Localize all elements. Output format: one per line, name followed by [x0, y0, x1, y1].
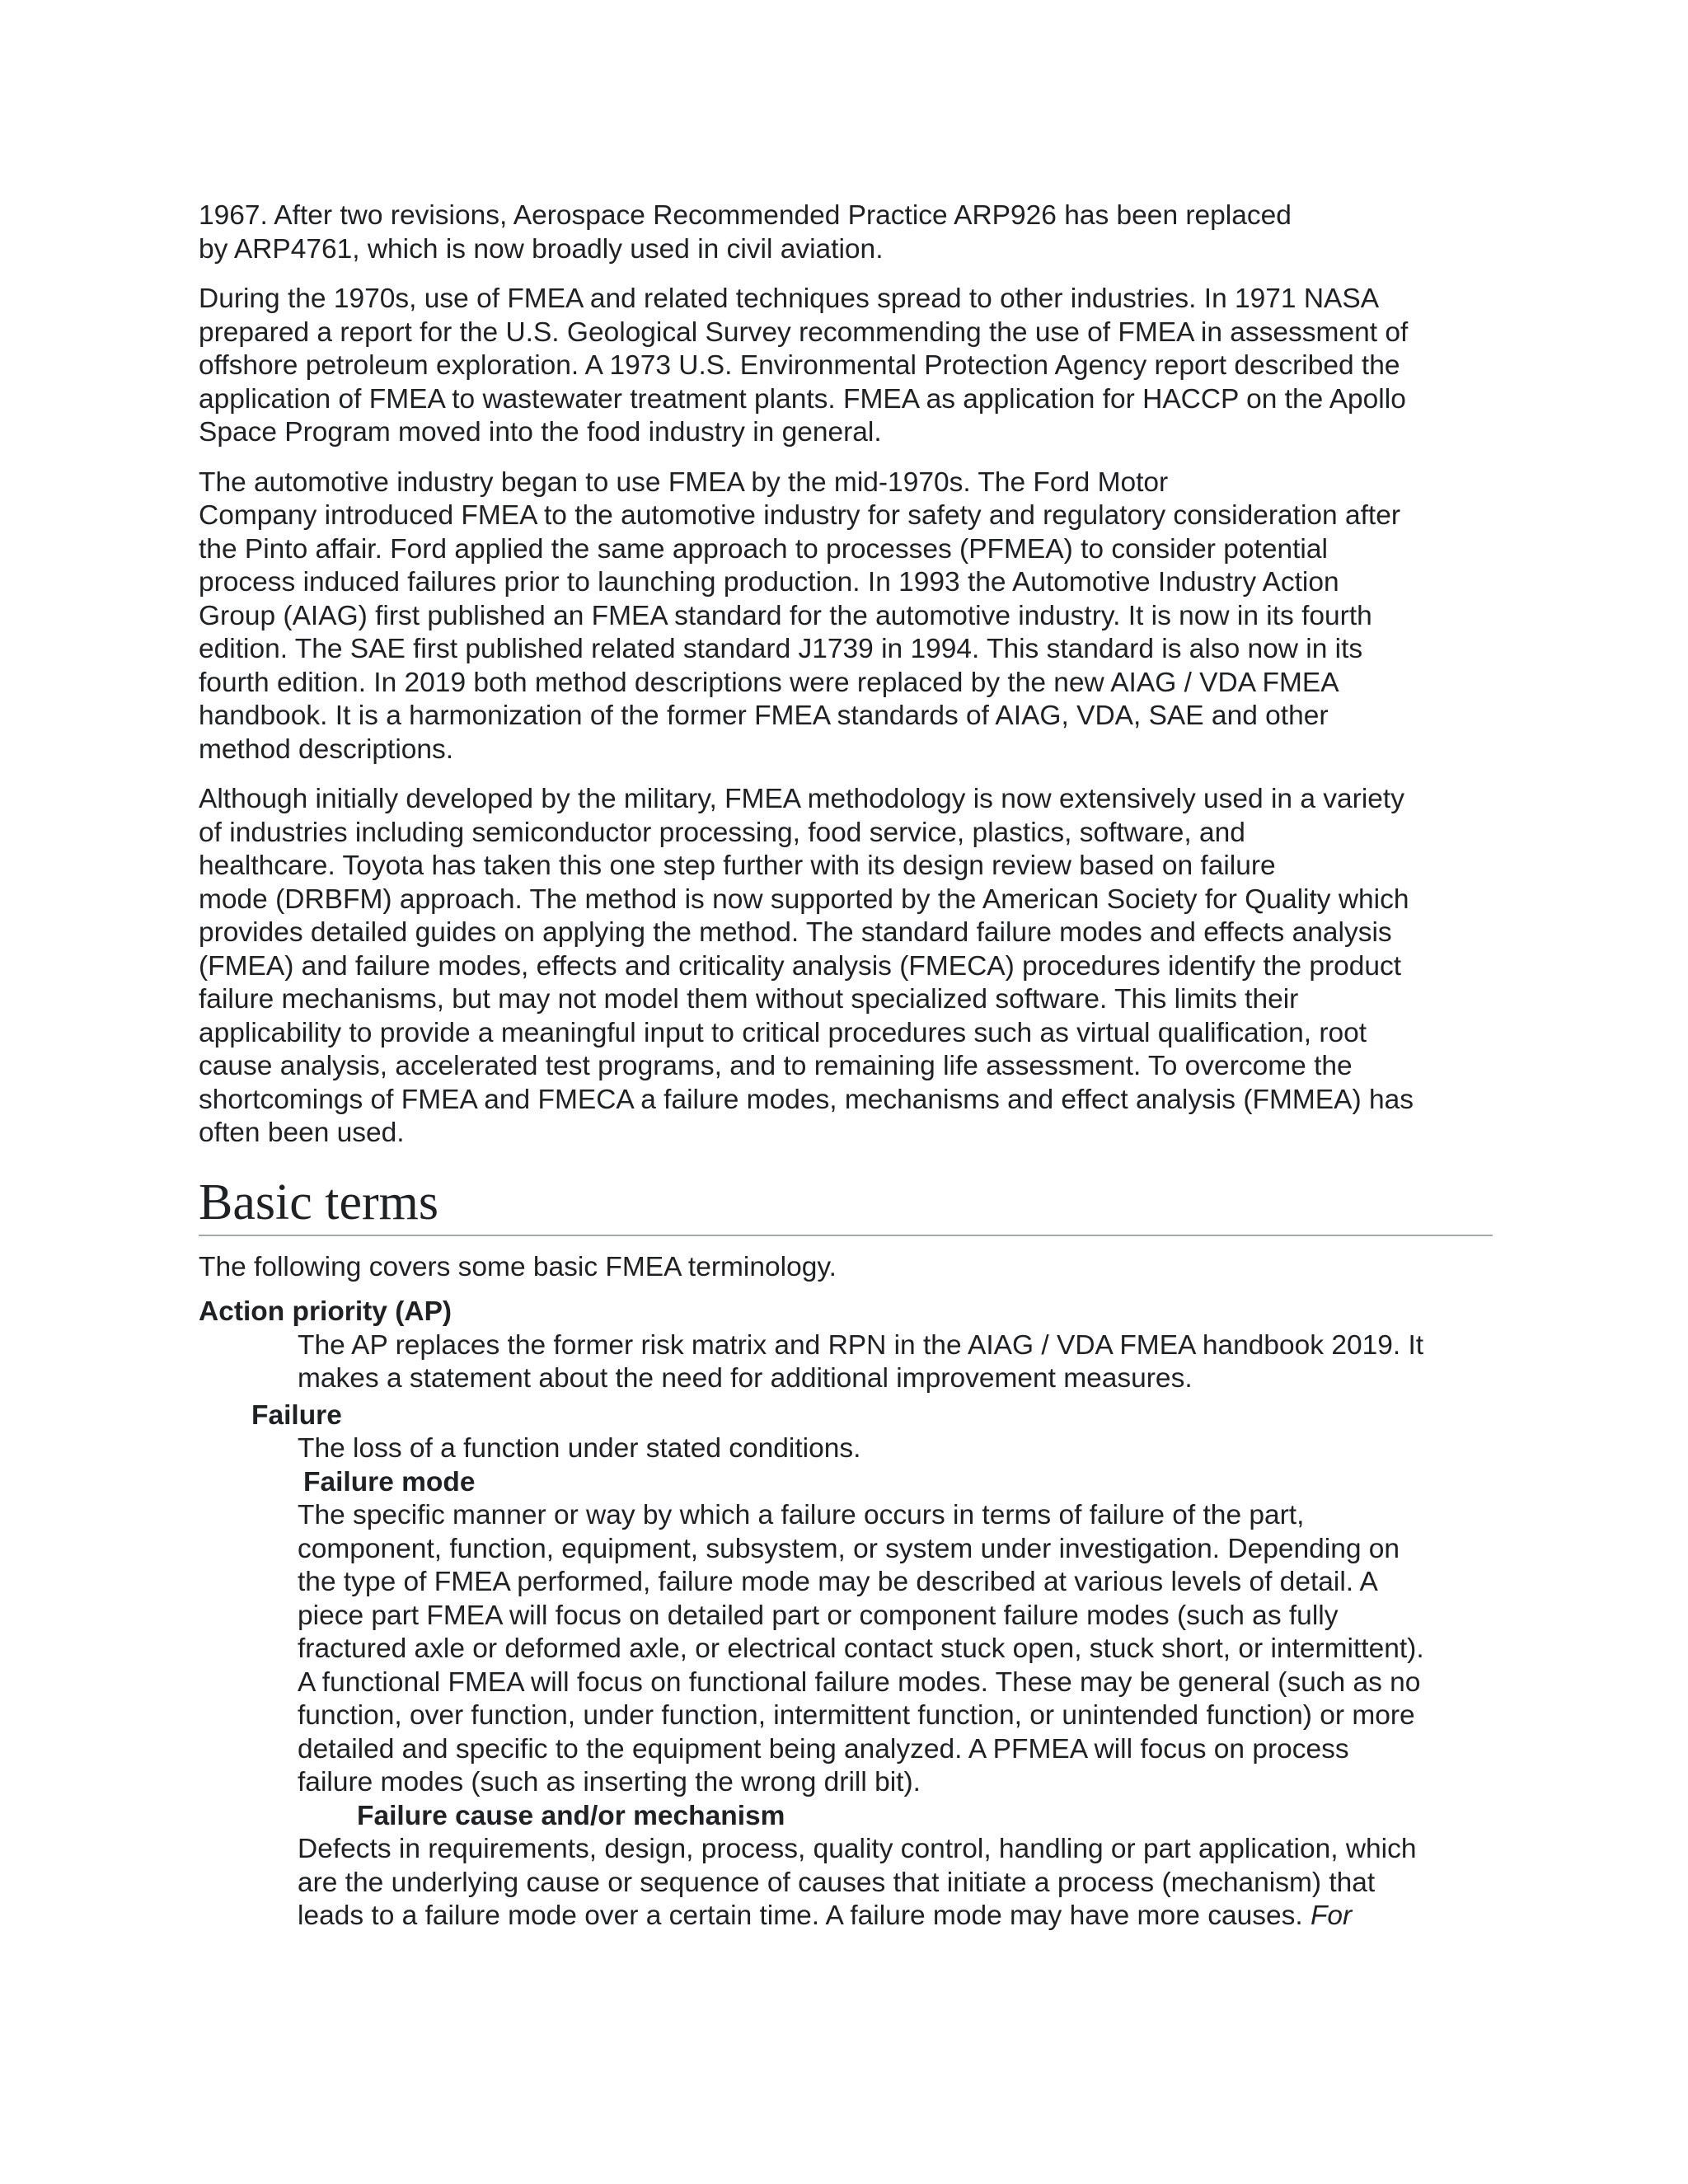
text-line: fourth edition. In 2019 both method descriptions were replaced by the new AIAG / VDA FMEA [199, 667, 1339, 698]
text-line: failure mechanisms, but may not model them without specialized software. This limits their [199, 984, 1299, 1015]
text-line: shortcomings of FMEA and FMECA a failure modes, mechanisms and effect analysis (FMMEA) has [199, 1084, 1414, 1115]
term-failure-mode: Failure mode [303, 1466, 476, 1497]
text-line: method descriptions. [199, 733, 454, 765]
text-line: component, function, equipment, subsystem, or system under investigation. Depending on [298, 1533, 1400, 1564]
text-line: the Pinto affair. Ford applied the same approach to processes (PFMEA) to consider potential [199, 533, 1328, 565]
text-line: The loss of a function under stated conditions. [298, 1433, 861, 1464]
text-line: fractured axle or deformed axle, or electrical contact stuck open, stuck short, or intermittent). [298, 1633, 1424, 1664]
text-segment: leads to a failure mode over a certain time. A failure mode may have more causes. [298, 1900, 1311, 1931]
text-line: The AP replaces the former risk matrix and RPN in the AIAG / VDA FMEA handbook 2019. It [298, 1329, 1424, 1361]
italic-text: For [1310, 1900, 1353, 1931]
text-line: (FMEA) and failure modes, effects and criticality analysis (FMECA) procedures identify the product [199, 950, 1402, 982]
text-line: The automotive industry began to use FMEA by the mid-1970s. The Ford Motor [199, 466, 1169, 498]
definition-list [199, 1296, 1494, 1933]
text-line: offshore petroleum exploration. A 1973 U.S. Environmental Protection Agency report described the [199, 350, 1400, 381]
definition-failure-mode [199, 1499, 1494, 1800]
text-line [298, 1900, 1494, 1933]
text-line: application of FMEA to wastewater treatment plants. FMEA as application for HACCP on the Apollo [199, 383, 1406, 415]
text-line: healthcare. Toyota has taken this one step further with its design review based on failure [199, 851, 1276, 881]
text-line: prepared a report for the U.S. Geological Survey recommending the use of FMEA in assessment of [199, 316, 1409, 348]
text-line: During the 1970s, use of FMEA and related techniques spread to other industries. In 1971 NASA [199, 284, 1380, 314]
paragraph-methodology-use [199, 783, 1494, 1151]
text-line: process induced failures prior to launching production. In 1993 the Automotive Industry Action [199, 567, 1339, 598]
text-line: Defects in requirements, design, process, quality control, handling or part application, which [298, 1834, 1417, 1864]
text-line: handbook. It is a harmonization of the former FMEA standards of AIAG, VDA, SAE and other [199, 701, 1329, 731]
term-failure-cause: Failure cause and/or mechanism [357, 1800, 785, 1831]
text-line: A functional FMEA will focus on functional failure modes. These may be general (such as no [298, 1666, 1421, 1698]
text-line: The following covers some basic FMEA terminology. [199, 1251, 837, 1282]
definition-failure-cause [199, 1833, 1494, 1933]
text-line: The specific manner or way by which a failure occurs in terms of failure of the part, [298, 1500, 1305, 1530]
term-failure: Failure [251, 1399, 342, 1431]
definition-failure [199, 1432, 1494, 1466]
text-line: are the underlying cause or sequence of causes that initiate a process (mechanism) that [298, 1867, 1376, 1898]
text-line: 1967. After two revisions, Aerospace Recommended Practice ARP926 has been replaced [199, 200, 1292, 231]
section-intro [199, 1251, 1494, 1285]
text-line: Company introduced FMEA to the automotive industry for safety and regulatory consideration after [199, 500, 1401, 531]
section-heading-basic-terms: Basic terms [199, 1174, 1493, 1236]
text-line: Space Program moved into the food industry in general. [199, 417, 882, 448]
text-line: Although initially developed by the military, FMEA methodology is now extensively used in a variety [199, 784, 1404, 814]
text-line: detailed and specific to the equipment being analyzed. A PFMEA will focus on process [298, 1733, 1349, 1765]
text-line: provides detailed guides on applying the method. The standard failure modes and effects analysis [199, 917, 1392, 948]
text-line: often been used. [199, 1118, 405, 1148]
text-line: mode (DRBFM) approach. The method is now supported by the American Society for Quality which [199, 883, 1409, 915]
text-line: edition. The SAE first published related standard J1739 in 1994. This standard is also now in its [199, 634, 1363, 664]
text-line: applicability to provide a meaningful input to critical procedures such as virtual qualification, root [199, 1017, 1367, 1048]
paragraph-automotive [199, 466, 1494, 767]
text-line: makes a statement about the need for additional improvement measures. [298, 1363, 1193, 1394]
text-line: the type of FMEA performed, failure mode may be described at various levels of detail. A [298, 1567, 1378, 1597]
text-line: Group (AIAG) first published an FMEA standard for the automotive industry. It is now in its fourth [199, 600, 1372, 631]
paragraph-1970s-industries [199, 283, 1494, 450]
text-line: by ARP4761, which is now broadly used in civil aviation. [199, 233, 884, 265]
text-line: function, over function, under function, intermittent function, or unintended function) or more [298, 1700, 1415, 1731]
definition-action-priority [199, 1329, 1494, 1396]
text-line: cause analysis, accelerated test programs, and to remaining life assessment. To overcome the [199, 1051, 1353, 1081]
text-line: of industries including semiconductor processing, food service, plastics, software, and [199, 817, 1245, 848]
text-line: failure modes (such as inserting the wrong drill bit). [298, 1767, 921, 1797]
document-page [199, 199, 1494, 1933]
term-action-priority: Action priority (AP) [199, 1296, 452, 1327]
paragraph-arp-history [199, 199, 1494, 266]
text-line: piece part FMEA will focus on detailed part or component failure modes (such as fully [298, 1600, 1339, 1631]
